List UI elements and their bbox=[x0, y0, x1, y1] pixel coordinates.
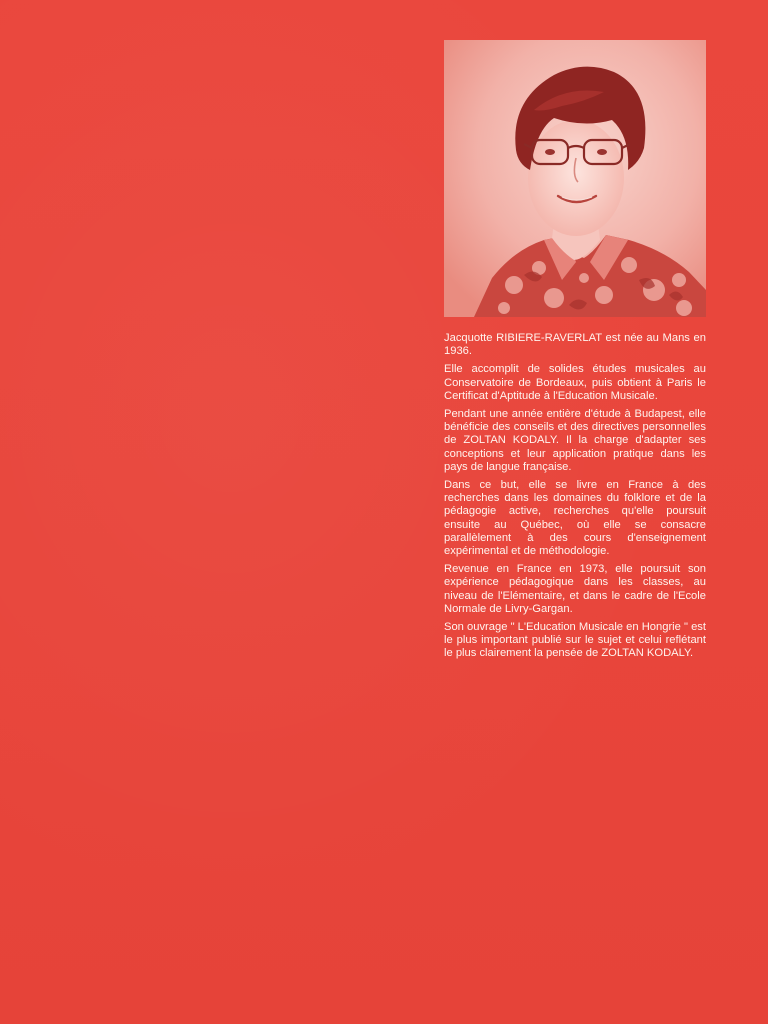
author-portrait bbox=[444, 40, 706, 317]
bio-paragraph-birth: Jacquotte RIBIERE-RAVERLAT est née au Mans en 1936. bbox=[444, 332, 706, 358]
bio-paragraph-budapest: Pendant une année entière d'étude à Budapest, elle bénéficie des conseils et des directives personnelles de ZOLTAN KODALY. Il la charge d'adapter ses conceptions et leur application pratique dans les pays de langue française. bbox=[444, 408, 706, 473]
bio-paragraph-studies: Elle accomplit de solides études musicales au Conservatoire de Bordeaux, puis obtient à Paris le Certificat d'Aptitude à l'Education Musicale. bbox=[444, 363, 706, 402]
bio-paragraph-book: Son ouvrage " L'Education Musicale en Hongrie " est le plus important publié sur le sujet et celui reflétant le plus clairement la pensée de ZOLTAN KODALY. bbox=[444, 621, 706, 660]
bio-paragraph-research: Dans ce but, elle se livre en France à des recherches dans les domaines du folklore et de la pédagogie active, recherches qu'elle poursuit ensuite au Québec, où elle se consacre parallèlement à des cours d'enseignement expérimental et de méthodologie. bbox=[444, 479, 706, 558]
author-biography bbox=[444, 332, 706, 666]
bio-paragraph-return: Revenue en France en 1973, elle poursuit son expérience pédagogique dans les classes, au niveau de l'Elémentaire, et dans le cadre de l'Ecole Normale de Livry-Gargan. bbox=[444, 563, 706, 615]
portrait-photo-icon bbox=[444, 40, 706, 317]
